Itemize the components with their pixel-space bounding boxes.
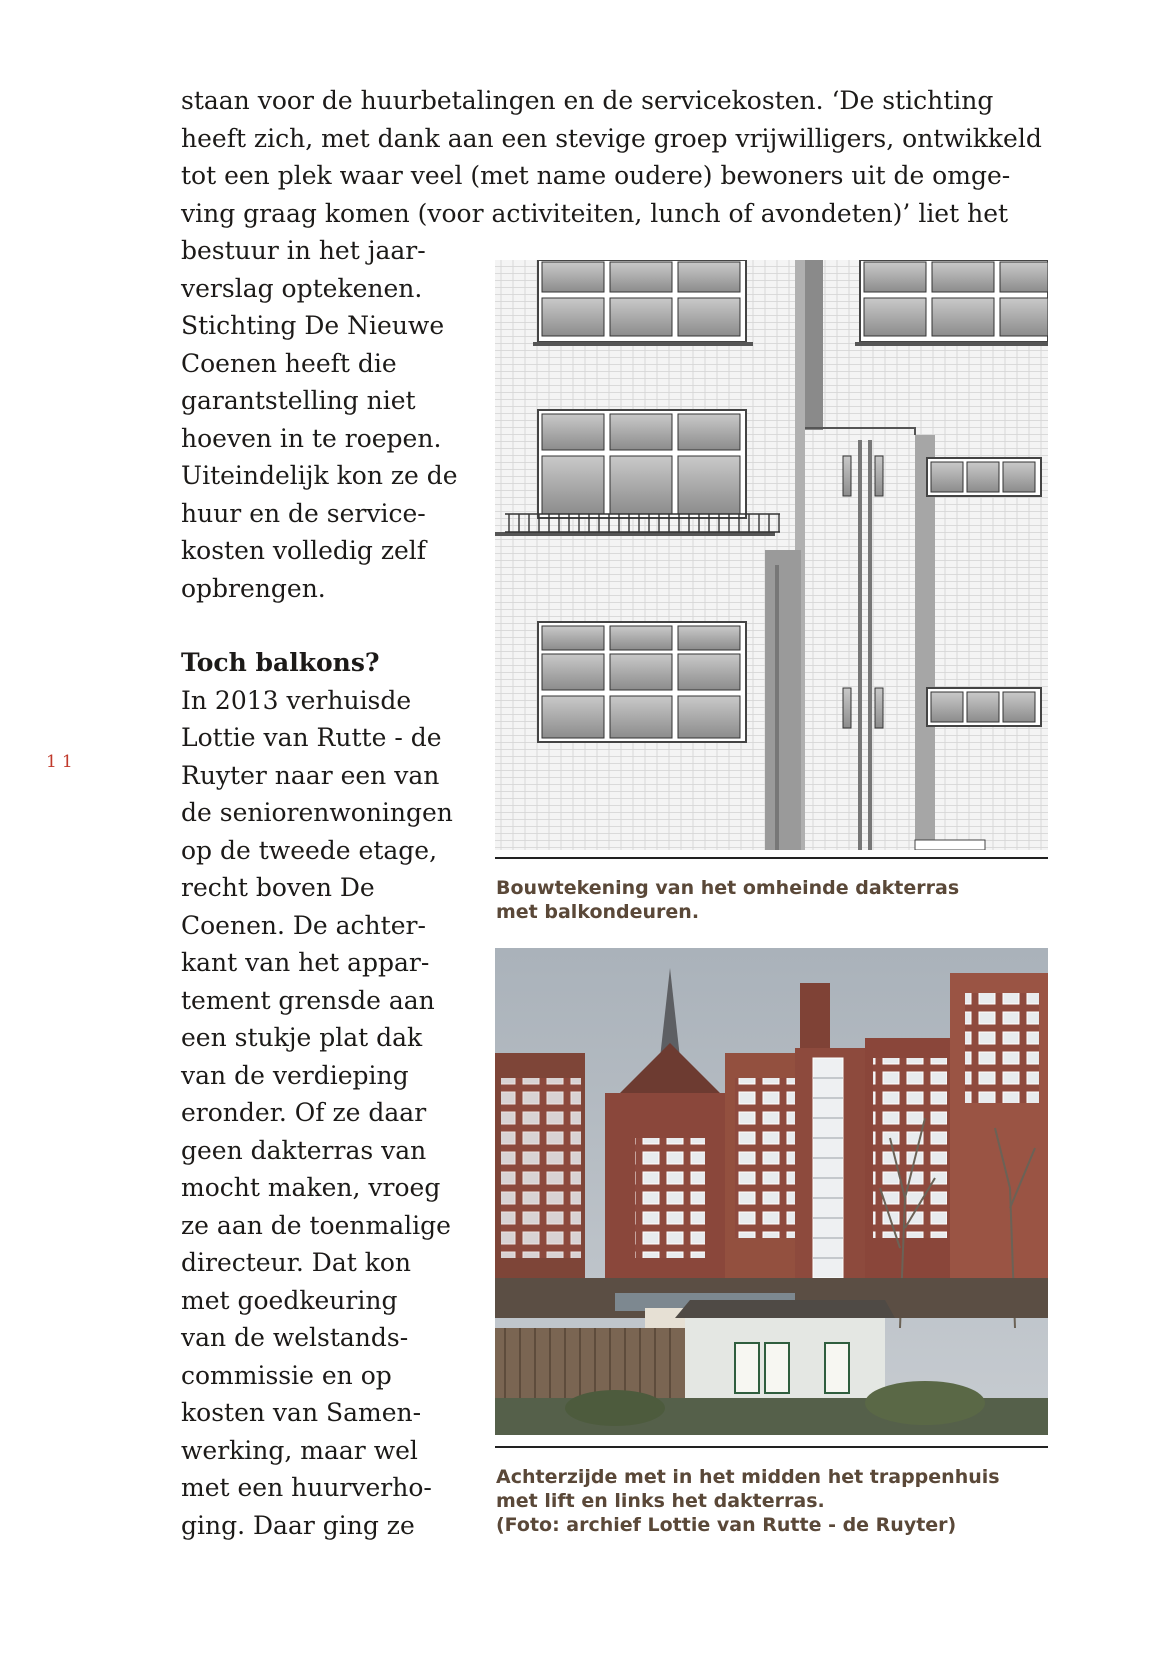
- caption-line: Achterzijde met in het midden het trappenhuis: [496, 1466, 1000, 1488]
- text-line: met een huurverho-: [181, 1473, 432, 1502]
- text-line: ze aan de toenmalige: [181, 1210, 451, 1240]
- text-line: Coenen heeft die: [181, 348, 397, 378]
- text-line: mocht maken, vroeg: [181, 1173, 441, 1202]
- text-line: van de welstands-: [181, 1323, 409, 1352]
- text-line: Lottie van Rutte - de: [181, 723, 442, 752]
- caption-line: (Foto: archief Lottie van Rutte - de Ruyter): [496, 1514, 957, 1536]
- caption-line: met lift en links het dakterras.: [496, 1490, 825, 1512]
- figure-caption: [496, 1465, 1056, 1537]
- building-drawing: [495, 260, 1048, 850]
- text-line: garantstelling niet: [181, 386, 416, 415]
- text-line: kant van het appar-: [181, 948, 430, 977]
- text-line: kosten volledig zelf: [181, 536, 427, 565]
- text-line: tot een plek waar veel (met name oudere) bewoners uit de omge-: [181, 161, 1011, 190]
- text-line: van de verdieping: [181, 1060, 409, 1090]
- page-number: 11: [46, 752, 78, 772]
- section-heading: Toch balkons?: [181, 648, 380, 677]
- text-line: directeur. Dat kon: [181, 1248, 412, 1277]
- figure-rule: [495, 857, 1048, 859]
- text-line: tement grensde aan: [181, 985, 435, 1015]
- text-line: Coenen. De achter-: [181, 910, 426, 940]
- text-line: In 2013 verhuisde: [181, 685, 412, 715]
- text-line: ving graag komen (voor activiteiten, lunch of avondeten)’ liet het: [181, 198, 1009, 228]
- text-line: eronder. Of ze daar: [181, 1098, 427, 1127]
- text-line: opbrengen.: [181, 573, 326, 603]
- text-column: [181, 232, 471, 1544]
- text-line: verslag optekenen.: [181, 273, 423, 303]
- figure-caption: [496, 876, 1056, 924]
- caption-line: met balkondeuren.: [496, 901, 700, 923]
- text-line: ging. Daar ging ze: [181, 1510, 415, 1540]
- text-line: kosten van Samen-: [181, 1398, 422, 1427]
- text-line: Stichting De Nieuwe: [181, 311, 445, 340]
- text-line: recht boven De: [181, 873, 375, 902]
- figure-rule: [495, 1446, 1048, 1448]
- text-line: Uiteindelijk kon ze de: [181, 461, 458, 490]
- text-line: werking, maar wel: [181, 1435, 418, 1465]
- text-line: een stukje plat dak: [181, 1023, 423, 1052]
- text-line: met goedkeuring: [181, 1285, 398, 1315]
- text-line: bestuur in het jaar-: [181, 236, 426, 265]
- intro-paragraph: [181, 82, 1061, 232]
- text-line: commissie en op: [181, 1360, 392, 1390]
- text-line: de seniorenwoningen: [181, 798, 453, 827]
- text-line: heeft zich, met dank aan een stevige groep vrijwilligers, ontwikkeld: [181, 123, 1042, 153]
- building-photo: [495, 948, 1048, 1435]
- text-line: staan voor de huurbetalingen en de servicekosten. ‘De stichting: [181, 86, 994, 115]
- text-line: geen dakterras van: [181, 1135, 427, 1165]
- text-line: Ruyter naar een van: [181, 760, 440, 790]
- text-line: op de tweede etage,: [181, 835, 438, 865]
- caption-line: Bouwtekening van het omheinde dakterras: [496, 877, 960, 899]
- text-line: huur en de service-: [181, 498, 426, 528]
- text-line: hoeven in te roepen.: [181, 423, 442, 453]
